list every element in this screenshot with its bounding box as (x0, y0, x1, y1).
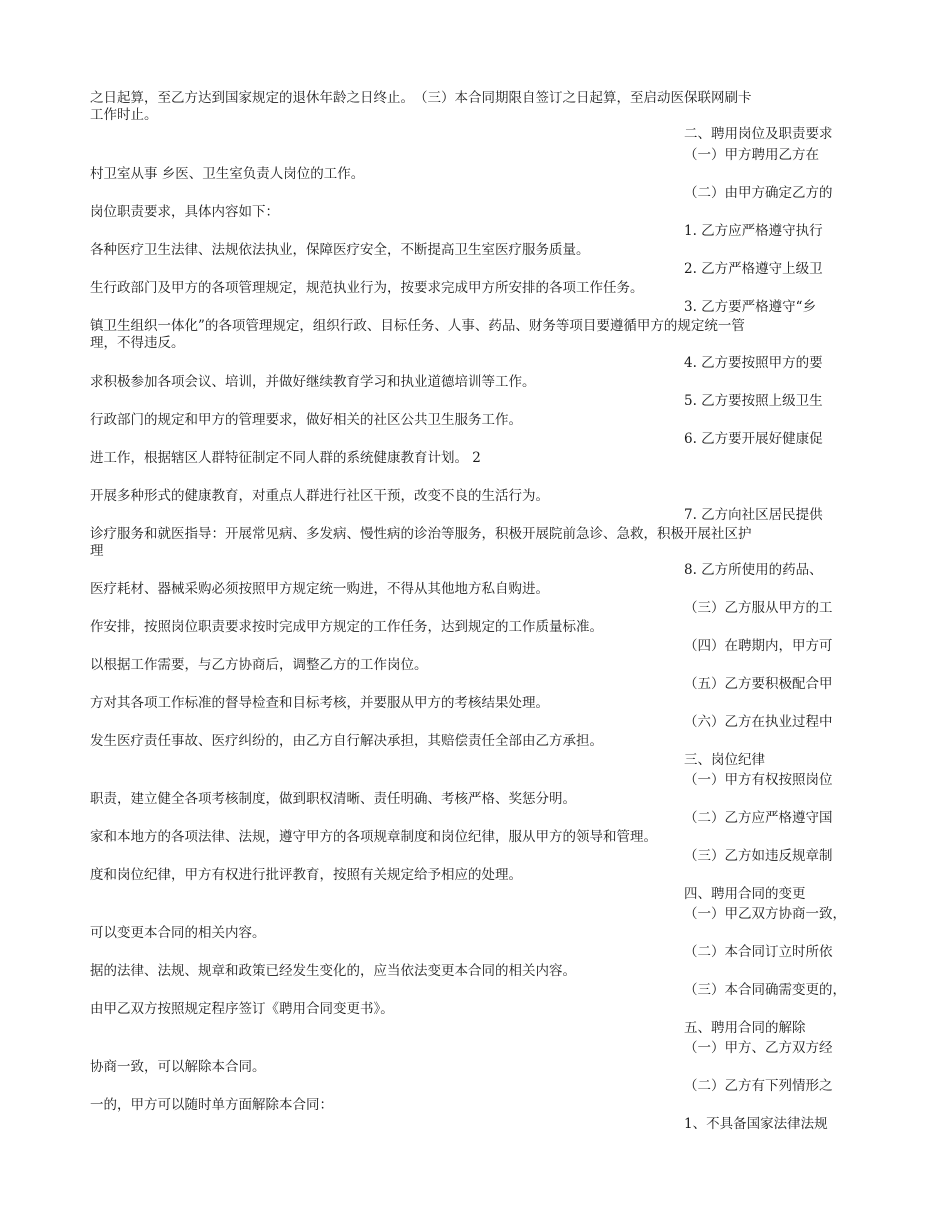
body-line: 医疗耗材、器械采购必须按照甲方规定统一购进，不得从其他地方私自购进。 (90, 581, 549, 597)
body-line: 工作时止。 (90, 107, 158, 123)
body-line: 求积极参加各项会议、培训，并做好继续教育学习和执业道德培训等工作。 (90, 374, 536, 390)
body-line: 方对其各项工作标准的督导检查和目标考核，并要服从甲方的考核结果处理。 (90, 695, 549, 711)
clause-start: 7. 乙方向社区居民提供 (684, 507, 823, 523)
clause-start: 2. 乙方严格遵守上级卫 (684, 261, 823, 277)
clause-start: （五）乙方要积极配合甲 (684, 676, 833, 692)
body-line: 岗位职责要求，具体内容如下： (90, 204, 279, 220)
clause-start: （四）在聘期内，甲方可 (684, 638, 833, 654)
body-line: 作安排，按照岗位职责要求按时完成甲方规定的工作任务，达到规定的工作质量标准。 (90, 619, 603, 635)
section-heading: 三、岗位纪律 (684, 752, 765, 768)
section-heading: 四、聘用合同的变更 (684, 886, 806, 902)
clause-start: 3. 乙方要严格遵守“乡 (684, 299, 817, 315)
body-line: 之日起算，至乙方达到国家规定的退休年龄之日终止。 （三）本合同期限自签订之日起算，至启动医保联网刷卡 (90, 90, 752, 106)
clause-start: 4. 乙方要按照甲方的要 (684, 355, 823, 371)
clause-start: （二）乙方应严格遵守国 (684, 810, 833, 826)
body-line: 进工作，根据辖区人群特征制定不同人群的系统健康教育计划。 2 (90, 450, 481, 466)
body-line: 一的，甲方可以随时单方面解除本合同： (90, 1097, 333, 1113)
body-line: 度和岗位纪律，甲方有权进行批评教育，按照有关规定给予相应的处理。 (90, 867, 522, 883)
clause-start: 1. 乙方应严格遵守执行 (684, 223, 823, 239)
clause-start: 6. 乙方要开展好健康促 (684, 431, 823, 447)
body-line: 协商一致，可以解除本合同。 (90, 1059, 266, 1075)
body-line: 理 (90, 543, 104, 559)
clause-start: （二）由甲方确定乙方的 (684, 185, 833, 201)
body-line: 发生医疗责任事故、医疗纠纷的，由乙方自行解决承担，其赔偿责任全部由乙方承担。 (90, 733, 603, 749)
body-line: 开展多种形式的健康教育，对重点人群进行社区干预，改变不良的生活行为。 (90, 488, 549, 504)
body-line: 理，不得违反。 (90, 335, 185, 351)
body-line: 家和本地方的各项法律、法规，遵守甲方的各项规章制度和岗位纪律，服从甲方的领导和管理。 (90, 829, 657, 845)
clause-start: （一）甲方、乙方双方经 (684, 1040, 833, 1056)
clause-start: （二）乙方有下列情形之 (684, 1078, 833, 1094)
body-line: 职责，建立健全各项考核制度，做到职权清晰、责任明确、考核严格、奖惩分明。 (90, 791, 576, 807)
clause-start: （三）本合同确需变更的， (684, 982, 846, 998)
clause-start: 8. 乙方所使用的药品、 (684, 562, 823, 578)
body-line: 可以变更本合同的相关内容。 (90, 925, 266, 941)
body-line: 各种医疗卫生法律、法规依法执业，保障医疗安全，不断提高卫生室医疗服务质量。 (90, 242, 590, 258)
clause-start: （六）乙方在执业过程中 (684, 714, 833, 730)
clause-start: （一）甲方有权按照岗位 (684, 772, 833, 788)
body-line: 诊疗服务和就医指导：开展常见病、多发病、慢性病的诊治等服务，积极开展院前急诊、急救，积极开展社区护 (90, 526, 752, 542)
body-line: 生行政部门及甲方的各项管理规定，规范执业行为，按要求完成甲方所安排的各项工作任务。 (90, 280, 644, 296)
clause-start: （一）甲乙双方协商一致， (684, 906, 846, 922)
body-line: 村卫室从事 乡医、卫生室负责人岗位的工作。 (90, 166, 365, 182)
section-heading: 五、聘用合同的解除 (684, 1020, 806, 1036)
clause-start: （三）乙方服从甲方的工 (684, 600, 833, 616)
clause-start: 5. 乙方要按照上级卫生 (684, 393, 823, 409)
body-line: 镇卫生组织一体化”的各项管理规定，组织行政、目标任务、人事、药品、财务等项目要遵循甲方的规定统一管 (90, 318, 745, 334)
clause-start: 1、不具备国家法律法规 (684, 1116, 828, 1132)
clause-start: （三）乙方如违反规章制 (684, 848, 833, 864)
section-heading: 二、聘用岗位及职责要求 (684, 126, 833, 142)
clause-start: （一）甲方聘用乙方在 (684, 147, 819, 163)
body-line: 由甲乙双方按照规定程序签订《聘用合同变更书》。 (90, 1001, 394, 1017)
body-line: 行政部门的规定和甲方的管理要求，做好相关的社区公共卫生服务工作。 (90, 412, 522, 428)
body-line: 据的法律、法规、规章和政策已经发生变化的，应当依法变更本合同的相关内容。 (90, 963, 576, 979)
body-line: 以根据工作需要，与乙方协商后，调整乙方的工作岗位。 (90, 657, 428, 673)
clause-start: （二）本合同订立时所依 (684, 944, 833, 960)
